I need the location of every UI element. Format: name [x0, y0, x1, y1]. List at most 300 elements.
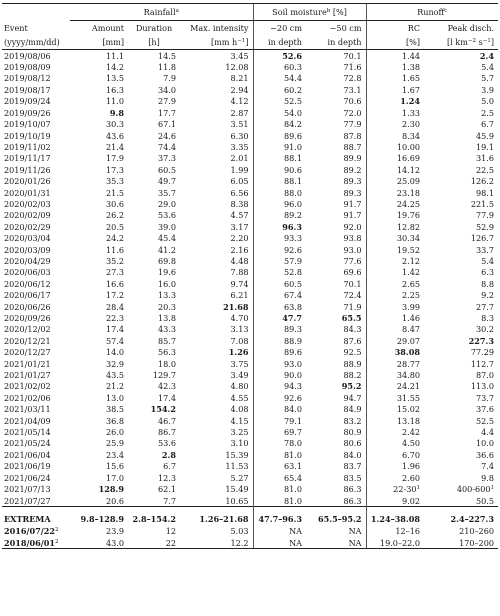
cell-value: 11.53 [225, 461, 249, 472]
cell-value: 56.3 [157, 347, 176, 358]
table-row [2, 381, 498, 392]
cell-value: 2021/05/14 [4, 427, 51, 438]
cell-value: 2.8–154.2 [132, 514, 176, 525]
cell-value: 3.13 [230, 324, 249, 335]
cell-value: 2.4–227.3 [450, 514, 495, 525]
cell-value: 96.3 [282, 221, 303, 232]
table-row [2, 153, 498, 164]
event-cell [2, 392, 70, 403]
cell-value: 2020/06/03 [4, 267, 51, 278]
cell-value: 93.0 [283, 358, 303, 369]
cell-value: 1.42 [401, 267, 421, 278]
cell-value: 88.1 [283, 153, 303, 164]
cell-value: 84.9 [343, 404, 362, 415]
soil-20cm-cell [253, 404, 306, 415]
event-header: Event [4, 22, 28, 33]
rc-cell [366, 537, 424, 549]
table-row [2, 210, 498, 221]
cell-value: 16.6 [105, 278, 124, 289]
cell-footnote: 2 [54, 538, 59, 545]
table-row [2, 426, 498, 437]
rc-cell [366, 198, 424, 209]
max-intensity-cell [180, 381, 253, 392]
event-cell [2, 415, 70, 426]
cell-value: 2019/11/17 [4, 153, 51, 164]
amount-cell [70, 107, 128, 118]
cell-value: 70.1 [343, 50, 362, 61]
soil-20cm-cell [253, 324, 306, 335]
cell-value: 3.51 [230, 119, 249, 130]
max-intensity-cell [180, 130, 253, 141]
peak-discharge-cell [424, 438, 498, 449]
duration-cell [128, 347, 180, 358]
soil-20cm-cell [253, 290, 306, 301]
soil-20cm-cell [253, 537, 306, 549]
cell-value: 2019/11/26 [4, 164, 51, 175]
cell-value: 2020/06/26 [4, 301, 51, 312]
duration-unit: [h] [128, 35, 180, 50]
cell-value: 9.74 [230, 278, 249, 289]
cell-value: 7.9 [163, 73, 176, 84]
cell-value: 37.6 [475, 404, 495, 415]
cell-value: 90.6 [283, 164, 303, 175]
duration-cell [128, 415, 180, 426]
cell-value: 77.6 [343, 255, 362, 266]
peak-discharge-cell [424, 537, 498, 549]
cell-value: 43.0 [105, 537, 124, 548]
peak-discharge-cell [424, 210, 498, 221]
duration-cell [128, 153, 180, 164]
cell-value: 52.5 [475, 415, 495, 426]
table-row [2, 392, 498, 403]
cell-value: 9.02 [401, 495, 421, 506]
cell-value: 50.5 [475, 495, 495, 506]
cell-value: 60.5 [283, 278, 303, 289]
cell-value: 2020/12/21 [4, 335, 51, 346]
cell-value: 26.2 [105, 210, 124, 221]
soil-50cm-cell [306, 61, 366, 72]
cell-value: 38.5 [105, 404, 124, 415]
rc-cell [366, 210, 424, 221]
cell-value: 14.0 [105, 347, 124, 358]
cell-value: 67.4 [283, 290, 303, 301]
cell-value: 2.25 [401, 290, 421, 301]
cell-value: 83.2 [343, 415, 362, 426]
table-row [2, 118, 498, 129]
runoff-label: Runoff [417, 6, 445, 17]
cell-value: 60.2 [283, 84, 303, 95]
cell-value: 13.0 [105, 392, 124, 403]
soil-50cm-cell [306, 50, 366, 62]
cell-value: 47.7–96.3 [258, 514, 303, 525]
cell-value: 7.4 [481, 461, 495, 472]
cell-value: 79.1 [283, 415, 303, 426]
cell-value: 5.4 [481, 62, 495, 73]
table-row [2, 312, 498, 323]
cell-value: 90.0 [283, 370, 303, 381]
amount-cell [70, 84, 128, 95]
cell-value: 77.29 [470, 347, 495, 358]
soil-50cm-cell [306, 404, 366, 415]
cell-value: 2.01 [230, 153, 249, 164]
cell-value: 52.9 [475, 221, 495, 232]
soil-50cm-cell [306, 358, 366, 369]
duration-cell [128, 526, 180, 537]
cell-value: 42.3 [157, 381, 176, 392]
cell-value: 10.65 [225, 495, 249, 506]
soil-20cm-cell [253, 392, 306, 403]
cell-value: 19.6 [157, 267, 176, 278]
cell-value: 16.3 [105, 84, 124, 95]
cell-value: 31.55 [396, 392, 421, 403]
cell-value: 2019/11/02 [4, 141, 51, 152]
cell-value: 83.5 [343, 472, 362, 483]
soil-50cm-cell [306, 381, 366, 392]
soil-50cm-cell [306, 187, 366, 198]
amount-cell [70, 312, 128, 323]
sm50-depth: in depth [306, 35, 366, 50]
duration-cell [128, 221, 180, 232]
cell-value: 170–200 [459, 537, 495, 548]
duration-cell [128, 358, 180, 369]
table-row [2, 483, 498, 494]
duration-cell [128, 495, 180, 507]
soil-20cm-cell [253, 278, 306, 289]
duration-cell [128, 50, 180, 62]
cell-value: 86.3 [343, 484, 362, 495]
cell-value: 9.8 [109, 107, 124, 118]
header-unit-row [2, 35, 498, 50]
cell-value: 2020/12/02 [4, 324, 51, 335]
event-cell [2, 130, 70, 141]
cell-value: 5.27 [230, 472, 249, 483]
cell-value: 87.8 [343, 130, 362, 141]
cell-value: 2020/02/09 [4, 210, 51, 221]
rc-cell [366, 449, 424, 460]
amount-cell [70, 187, 128, 198]
soil-50cm-cell [306, 438, 366, 449]
event-cell [2, 244, 70, 255]
event-cell [2, 347, 70, 358]
cell-value: 89.9 [343, 153, 362, 164]
rc-header: RC [366, 21, 424, 36]
rc-cell [366, 335, 424, 346]
table-row [2, 278, 498, 289]
peak-discharge-cell [424, 426, 498, 437]
amount-cell [70, 358, 128, 369]
peak-discharge-cell [424, 301, 498, 312]
rc-cell [366, 324, 424, 335]
rc-cell [366, 84, 424, 95]
cell-value: 400-600 [456, 484, 491, 495]
cell-value: 34.80 [396, 370, 421, 381]
peak-discharge-cell [424, 107, 498, 118]
event-cell [2, 472, 70, 483]
cell-value: 98.1 [475, 187, 495, 198]
cell-value: 10.0 [475, 438, 495, 449]
duration-cell [128, 461, 180, 472]
soil-20cm-cell [253, 175, 306, 186]
amount-cell [70, 438, 128, 449]
cell-value: 37.3 [157, 153, 176, 164]
soil-footnote: b [326, 7, 331, 14]
peak-discharge-cell [424, 381, 498, 392]
cell-value: 33.7 [475, 244, 495, 255]
cell-value: 1.26 [228, 347, 249, 358]
cell-value: 2019/10/19 [4, 130, 51, 141]
cell-value: 65.5 [341, 313, 362, 323]
event-cell [2, 233, 70, 244]
cell-value: 2020/01/31 [4, 187, 51, 198]
rc-cell [366, 426, 424, 437]
cell-value: 2.8 [161, 449, 176, 460]
cell-value: 2.12 [401, 255, 421, 266]
event-cell [2, 118, 70, 129]
max-intensity-cell [180, 187, 253, 198]
cell-value: 2019/09/24 [4, 96, 51, 107]
peak-discharge-cell [424, 198, 498, 209]
cell-value: 3.99 [401, 301, 421, 312]
rc-cell [366, 233, 424, 244]
event-table [2, 3, 498, 549]
cell-value: 2021/06/04 [4, 449, 51, 460]
amount-cell [70, 233, 128, 244]
peak-discharge-cell [424, 61, 498, 72]
cell-value: 2019/10/07 [4, 119, 51, 130]
amount-cell [70, 347, 128, 358]
rc-cell [366, 495, 424, 507]
soil-20cm-cell [253, 267, 306, 278]
soil-20cm-cell [253, 50, 306, 62]
peak-discharge-cell [424, 312, 498, 323]
cell-value: 4.08 [230, 404, 249, 415]
cell-value: 87.6 [343, 335, 362, 346]
rc-cell [366, 312, 424, 323]
cell-value: 16.69 [396, 153, 421, 164]
event-cell [2, 301, 70, 312]
duration-cell [128, 118, 180, 129]
cell-value: 3.49 [230, 370, 249, 381]
cell-value: 3.35 [230, 141, 249, 152]
cell-value: 92.6 [283, 244, 303, 255]
event-cell [2, 290, 70, 301]
cell-value: 2.20 [230, 233, 249, 244]
soil-50cm-cell [306, 449, 366, 460]
amount-cell [70, 526, 128, 537]
cell-value: 73.1 [343, 84, 362, 95]
cell-value: 23.18 [396, 187, 421, 198]
cell-value: 24.25 [396, 198, 421, 209]
max-intensity-cell [180, 290, 253, 301]
max-intensity-cell [180, 210, 253, 221]
amount-cell [70, 290, 128, 301]
cell-value: 8.34 [401, 130, 421, 141]
sm50-header: −50 cm [329, 22, 362, 33]
cell-value: 221.5 [470, 198, 495, 209]
amount-header: Amount [91, 22, 124, 33]
cell-value: 45.4 [157, 233, 176, 244]
table-row [2, 107, 498, 118]
soil-20cm-cell [253, 495, 306, 507]
cell-value: 6.21 [230, 290, 249, 301]
max-intensity-cell [180, 107, 253, 118]
amount-cell [70, 392, 128, 403]
cell-value: 28.77 [396, 358, 421, 369]
soil-50cm-cell [306, 255, 366, 266]
rc-cell [366, 153, 424, 164]
cell-value: 3.75 [230, 358, 249, 369]
soil-20cm-cell [253, 96, 306, 107]
cell-value: 29.07 [396, 335, 421, 346]
cell-value: 2020/03/09 [4, 244, 51, 255]
cell-value: 35.3 [105, 176, 124, 187]
duration-cell [128, 312, 180, 323]
cell-value: NA [289, 537, 303, 548]
soil-20cm-cell [253, 335, 306, 346]
duration-cell [128, 164, 180, 175]
cell-value: NA [289, 526, 303, 537]
cell-value: 17.4 [157, 392, 176, 403]
amount-cell [70, 255, 128, 266]
cell-value: 84.2 [283, 119, 303, 130]
max-intensity-cell [180, 438, 253, 449]
cell-value: 86.3 [343, 495, 362, 506]
event-cell [2, 537, 70, 549]
cell-value: 23.4 [105, 449, 124, 460]
amount-cell [70, 153, 128, 164]
cell-value: 88.1 [283, 176, 303, 187]
cell-value: 91.7 [343, 198, 362, 209]
duration-header: Duration [135, 22, 173, 33]
peak-discharge-cell [424, 278, 498, 289]
event-cell [2, 449, 70, 460]
max-intensity-cell [180, 73, 253, 84]
cell-value: 30.34 [396, 233, 421, 244]
cell-value: 91.7 [343, 210, 362, 221]
cell-value: 2018/06/01 [4, 537, 55, 548]
cell-value: 94.3 [283, 381, 303, 392]
cell-value: 19.0–22.0 [379, 537, 421, 548]
soil-20cm-cell [253, 118, 306, 129]
duration-cell [128, 267, 180, 278]
soil-50cm-cell [306, 210, 366, 221]
cell-value: 126.2 [470, 176, 495, 187]
max-intensity-cell [180, 449, 253, 460]
peak-discharge-cell [424, 404, 498, 415]
duration-cell [128, 233, 180, 244]
duration-cell [128, 301, 180, 312]
cell-value: 69.7 [283, 427, 303, 438]
table-row [2, 495, 498, 507]
rc-cell [366, 404, 424, 415]
cell-value: 30.3 [105, 119, 124, 130]
cell-value: 47.7 [282, 313, 303, 323]
soil-20cm-cell [253, 449, 306, 460]
rc-cell [366, 221, 424, 232]
soil-50cm-cell [306, 483, 366, 494]
cell-value: 71.6 [343, 62, 362, 73]
soil-20cm-cell [253, 210, 306, 221]
cell-value: 15.39 [225, 449, 249, 460]
peak-discharge-cell [424, 141, 498, 152]
rc-cell [366, 130, 424, 141]
cell-value: 65.4 [283, 472, 303, 483]
cell-value: 60.5 [157, 164, 176, 175]
peak-discharge-cell [424, 415, 498, 426]
event-cell [2, 358, 70, 369]
maxint-unit: [mm $h^{-1}$] [180, 35, 253, 50]
cell-value: 36.8 [105, 415, 124, 426]
duration-cell [128, 290, 180, 301]
soil-20cm-cell [253, 381, 306, 392]
peak-discharge-cell [424, 495, 498, 507]
rc-cell [366, 513, 424, 525]
amount-cell [70, 221, 128, 232]
cell-value: 2021/06/19 [4, 461, 51, 472]
cell-value: 92.5 [343, 347, 362, 358]
cell-value: 2.4 [479, 50, 495, 61]
max-intensity-cell [180, 164, 253, 175]
cell-value: 92.6 [283, 392, 303, 403]
rainfall-label: Rainfall [143, 6, 176, 17]
cell-value: 12–16 [395, 526, 421, 537]
peak-discharge-cell [424, 392, 498, 403]
cell-value: 91.0 [283, 141, 303, 152]
cell-value: 19.1 [475, 141, 495, 152]
event-cell [2, 221, 70, 232]
cell-value: 1.33 [401, 107, 421, 118]
max-intensity-cell [180, 267, 253, 278]
rc-cell [366, 267, 424, 278]
event-cell [2, 369, 70, 380]
soil-50cm-cell [306, 278, 366, 289]
cell-value: 6.05 [230, 176, 249, 187]
amount-cell [70, 118, 128, 129]
amount-cell [70, 278, 128, 289]
table-row [2, 187, 498, 198]
event-cell [2, 404, 70, 415]
cell-value: 18.0 [157, 358, 176, 369]
cell-value: 84.0 [343, 449, 362, 460]
duration-cell [128, 107, 180, 118]
table-row [2, 267, 498, 278]
soil-50cm-cell [306, 513, 366, 525]
cell-value: 12.3 [157, 472, 176, 483]
amount-cell [70, 472, 128, 483]
cell-value: 89.6 [283, 347, 303, 358]
runoff-footnote: c [444, 7, 448, 14]
table-row [2, 369, 498, 380]
duration-cell [128, 255, 180, 266]
cell-value: 81.0 [283, 449, 303, 460]
cell-value: 49.7 [157, 176, 176, 187]
cell-value: NA [348, 537, 362, 548]
max-intensity-cell [180, 335, 253, 346]
cell-value: 4.15 [230, 415, 249, 426]
cell-value: 22.5 [475, 164, 495, 175]
duration-cell [128, 175, 180, 186]
cell-value: 96.0 [283, 198, 303, 209]
cell-value: 7.7 [163, 495, 176, 506]
cell-value: 15.02 [396, 404, 421, 415]
amount-cell [70, 415, 128, 426]
peak-discharge-cell [424, 187, 498, 198]
cell-value: 69.8 [157, 255, 176, 266]
cell-value: 93.8 [343, 233, 362, 244]
event-cell [2, 141, 70, 152]
max-intensity-cell [180, 461, 253, 472]
soil-50cm-cell [306, 73, 366, 84]
